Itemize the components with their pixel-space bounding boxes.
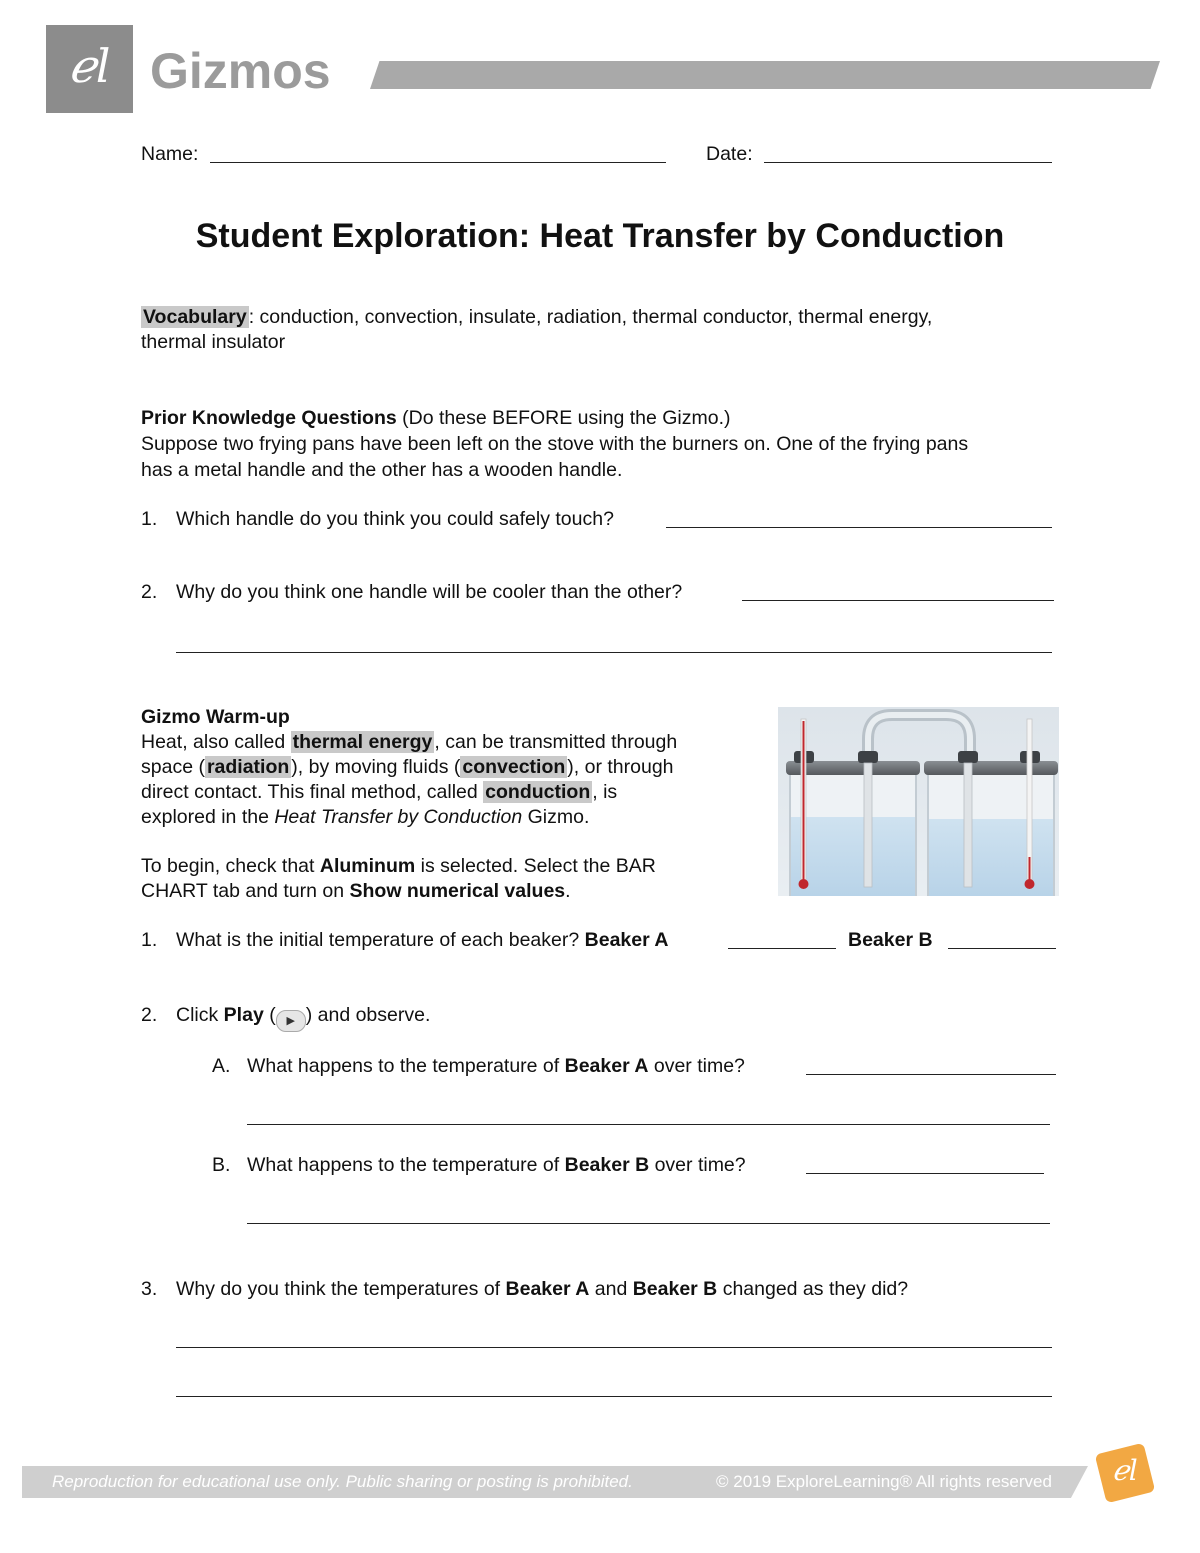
text: Heat, also called [141,731,291,753]
warmup-heading [141,705,290,730]
text: . [565,880,571,902]
prior-knowledge-note: (Do these BEFORE using the Gizmo.) [396,407,731,429]
prior-q2-number: 2. [141,581,158,603]
text: and [589,1278,633,1300]
warmup-q2a-text [247,1054,745,1079]
prior-q2-answer[interactable] [742,600,1054,601]
prior-q1-number: 1. [141,508,158,530]
warmup-heading-text: Gizmo Warm-up [141,706,290,728]
text: What happens to the temperature of [247,1154,565,1176]
beaker-b-term: Beaker B [564,1154,650,1176]
name-field[interactable] [210,162,666,163]
text: over time? [648,1055,745,1077]
vocabulary-line-1 [141,305,932,330]
beaker-a-answer[interactable] [728,948,836,949]
term-convection: convection [462,756,566,778]
beakers-illustration [778,707,1059,896]
warmup-q3-number: 3. [141,1278,158,1300]
prior-knowledge-heading: Prior Knowledge Questions [141,407,397,429]
text: space ( [141,756,205,778]
prior-knowledge-heading-line [141,406,731,431]
date-label: Date: [706,143,753,165]
q2a-answer-line-2[interactable] [247,1124,1050,1125]
name-label: Name: [141,143,199,165]
text: , can be transmitted through [434,731,678,753]
explorelearning-logo [1092,1440,1158,1506]
beaker-a-label: Beaker A [584,929,669,951]
warmup-p2-line-2 [141,879,571,904]
prior-q1-text: Which handle do you think you could safely touch? [176,508,614,530]
warmup-q3-text [176,1277,908,1302]
beaker-b-label-wrap [848,928,933,953]
q2b-answer-line-2[interactable] [247,1223,1050,1224]
beaker-b-label: Beaker B [848,929,933,951]
warmup-q2-text [176,1003,430,1032]
text: , is [592,781,618,803]
header-bar [370,61,1160,89]
warmup-q1-number: 1. [141,929,158,951]
logo-glyph: ℯl [68,39,111,93]
prior-q2-answer-line-2[interactable] [176,652,1052,653]
play-label: Play [223,1004,264,1026]
text: explored in the [141,806,275,828]
text: over time? [649,1154,746,1176]
prior-intro-line-2: has a metal handle and the other has a wooden handle. [141,459,623,481]
beakers-svg [778,707,1059,896]
text: changed as they did? [717,1278,909,1300]
page-title: Student Exploration: Heat Transfer by Conduction [195,217,1005,255]
text: Why do you think the temperatures of [176,1278,506,1300]
gizmos-logo [46,25,133,113]
footer-copyright: © 2019 ExploreLearning® All rights reserved [716,1472,1052,1491]
q2a-answer[interactable] [806,1074,1056,1075]
warmup-q1-text [176,928,668,953]
warmup-q2b-letter: B. [212,1154,231,1176]
beaker-b-term: Beaker B [632,1278,718,1300]
vocabulary-label: Vocabulary [143,306,247,328]
text: ), or through [567,756,674,778]
warmup-q2b-text [247,1153,746,1178]
term-thermal-energy: thermal energy [292,731,433,753]
brand-name: Gizmos [150,43,331,99]
term-radiation: radiation [206,756,290,778]
vocabulary-terms: : conduction, convection, insulate, radiation, thermal conductor, thermal energy, [248,306,933,328]
text: CHART tab and turn on [141,880,350,902]
text: ) and observe. [305,1004,431,1026]
aluminum-term: Aluminum [319,855,416,877]
text: ), by moving fluids ( [291,756,461,778]
gizmo-name: Heat Transfer by Conduction [274,806,523,828]
text: What is the initial temperature of each beaker? [176,929,580,951]
term-conduction: conduction [485,781,591,803]
beaker-a-term: Beaker A [564,1055,649,1077]
warmup-p1-line-2 [141,755,674,780]
q3-answer-line-1[interactable] [176,1347,1052,1348]
warmup-q2-number: 2. [141,1004,158,1026]
warmup-q2a-letter: A. [212,1055,231,1077]
warmup-p1-line-4 [141,805,589,830]
warmup-p2-line-1 [141,854,656,879]
q3-answer-line-2[interactable] [176,1396,1052,1397]
text: is selected. Select the BAR [415,855,656,877]
warmup-p1-line-3 [141,780,617,805]
text: ( [263,1004,276,1026]
text: To begin, check that [141,855,320,877]
vocabulary-line-2: thermal insulator [141,331,286,353]
warmup-p1-line-1 [141,730,677,755]
text: Gizmo. [522,806,590,828]
prior-intro-line-1: Suppose two frying pans have been left on the stove with the burners on. One of the frying pans [141,433,969,455]
footer-logo-glyph: ℯl [1112,1454,1138,1487]
text: What happens to the temperature of [247,1055,565,1077]
date-field[interactable] [764,162,1052,163]
text: Click [176,1004,224,1026]
play-icon: ▶ [276,1010,306,1032]
text: direct contact. This final method, called [141,781,484,803]
show-values-term: Show numerical values [349,880,566,902]
footer-notice: Reproduction for educational use only. Public sharing or posting is prohibited. [52,1472,633,1491]
q2b-answer[interactable] [806,1173,1044,1174]
beaker-a-term: Beaker A [505,1278,590,1300]
beaker-b-answer[interactable] [948,948,1056,949]
prior-q2-text: Why do you think one handle will be cooler than the other? [176,581,683,603]
prior-q1-answer[interactable] [666,527,1052,528]
